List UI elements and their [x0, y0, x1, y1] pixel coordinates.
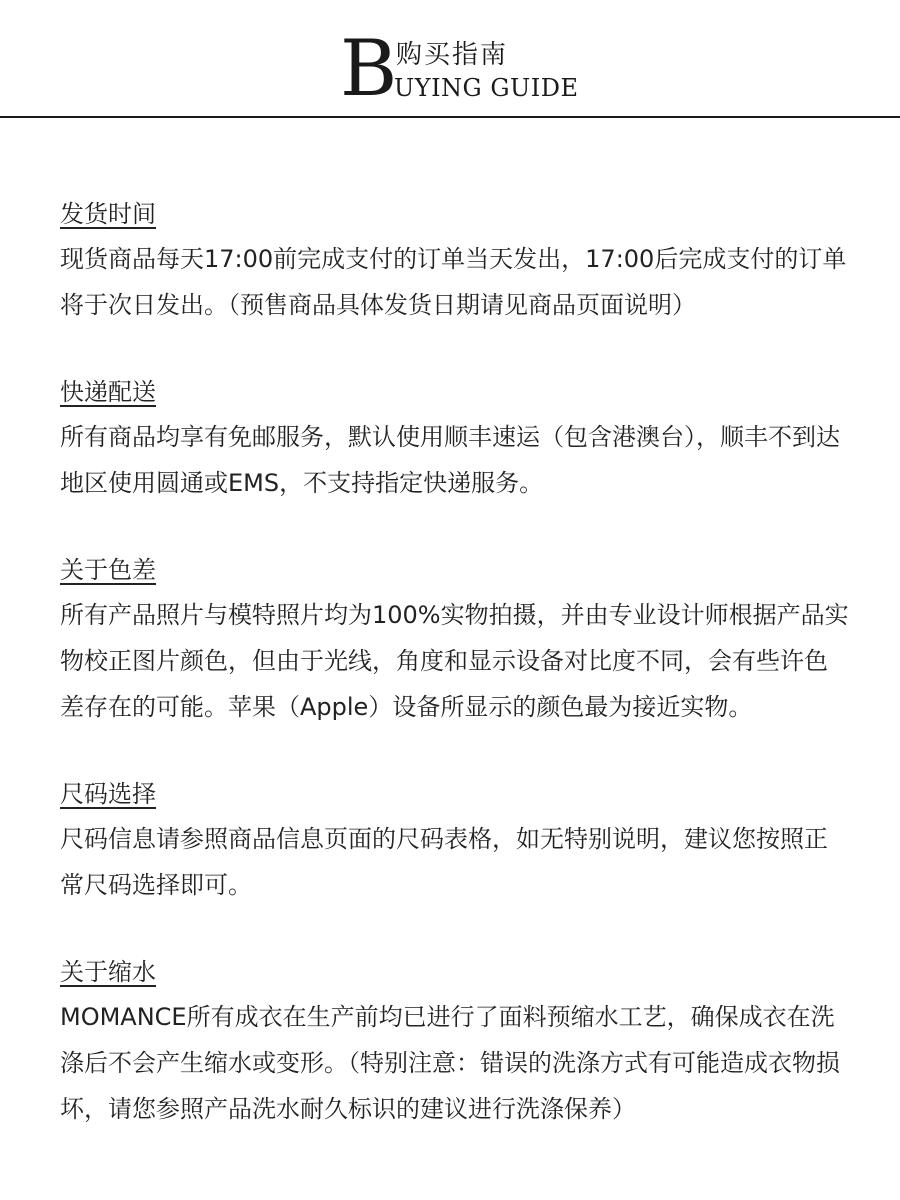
- header-title-english: UYING GUIDE: [394, 74, 579, 102]
- section-body: 所有商品均享有免邮服务，默认使用顺丰速运（包含港澳台），顺丰不到达地区使用圆通或EMS，不支持指定快递服务。: [60, 423, 840, 497]
- guide-content: [60, 196, 850, 1132]
- page-header: [0, 0, 900, 118]
- section-spacer: [60, 328, 850, 374]
- logo-letter: B: [340, 24, 398, 114]
- section-size-selection: [60, 776, 850, 908]
- section-title: 关于缩水: [60, 958, 156, 986]
- buying-guide-logo: [340, 24, 580, 114]
- section-color-difference: [60, 552, 850, 730]
- section-body: MOMANCE所有成衣在生产前均已进行了面料预缩水工艺，确保成衣在洗涤后不会产生缩水或变形。（特别注意：错误的洗涤方式有可能造成衣物损坏，请您参照产品洗水耐久标识的建议进行洗涤保养）: [60, 1003, 840, 1123]
- section-spacer: [60, 730, 850, 776]
- section-title: 尺码选择: [60, 780, 156, 808]
- section-title: 关于色差: [60, 556, 156, 584]
- section-shipping-time: [60, 196, 850, 328]
- section-spacer: [60, 908, 850, 954]
- section-body: 现货商品每天17:00前完成支付的订单当天发出，17:00后完成支付的订单将于次日发出。（预售商品具体发货日期请见商品页面说明）: [60, 245, 847, 319]
- header-divider: [0, 116, 900, 118]
- header-title-chinese: 购买指南: [396, 40, 509, 70]
- section-title: 发货时间: [60, 200, 156, 228]
- section-shrinkage: [60, 954, 850, 1132]
- section-spacer: [60, 506, 850, 552]
- section-body: 所有产品照片与模特照片均为100%实物拍摄，并由专业设计师根据产品实物校正图片颜色，但由于光线，角度和显示设备对比度不同，会有些许色差存在的可能。苹果（Apple）设备所显示的颜色最为接近实物。: [60, 601, 849, 721]
- section-title: 快递配送: [60, 378, 156, 406]
- section-body: 尺码信息请参照商品信息页面的尺码表格，如无特别说明，建议您按照正常尺码选择即可。: [60, 825, 828, 899]
- section-delivery: [60, 374, 850, 506]
